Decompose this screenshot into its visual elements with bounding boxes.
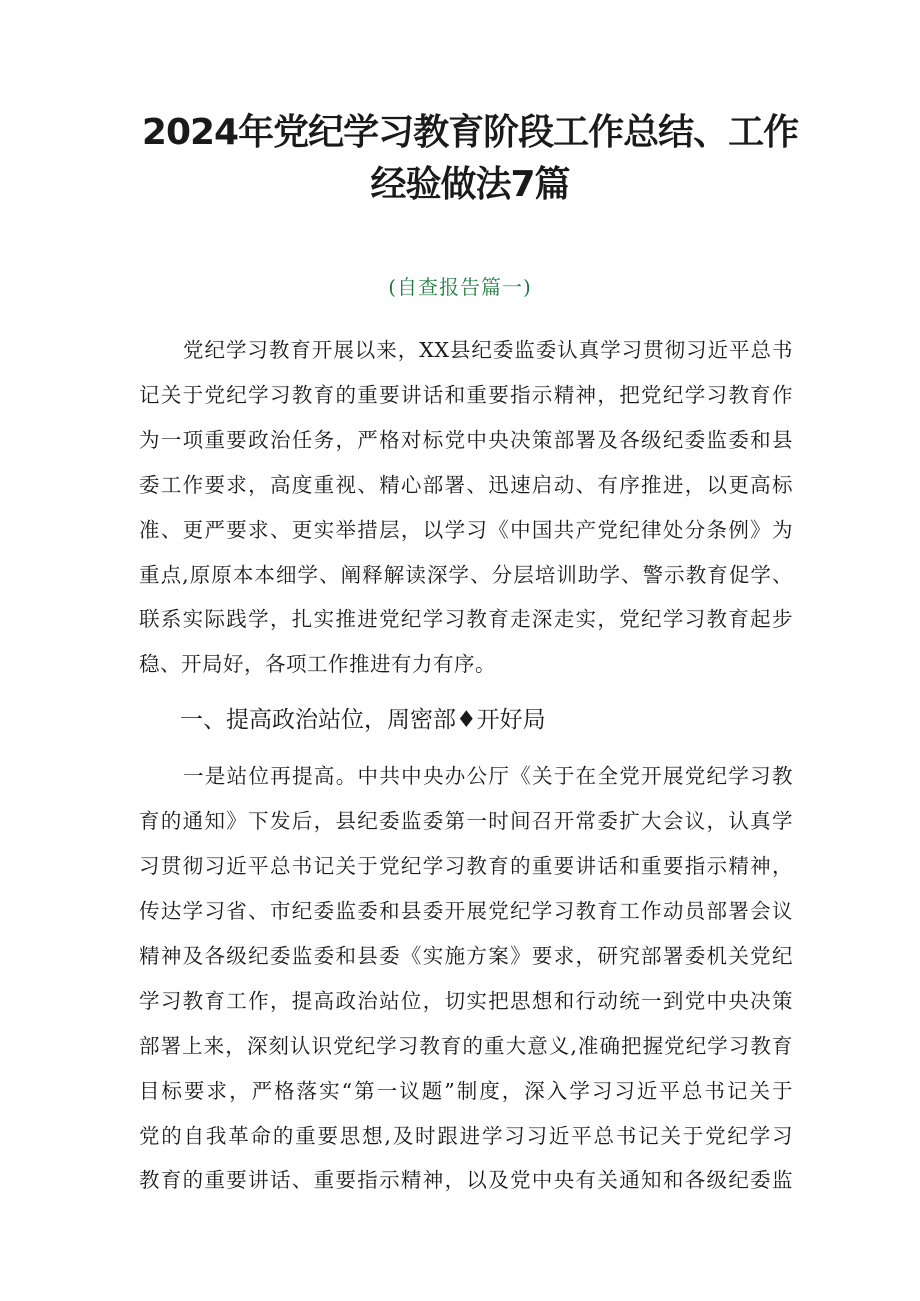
intro-line: 联系实际践学，扎实推进党纪学习教育走深走实，党纪学习教育起步 bbox=[139, 607, 793, 631]
section-1-line: 部署上来，深刻认识党纪学习教育的重大意义,准确把握党纪学习教育 bbox=[139, 1034, 793, 1058]
intro-line: 稳、开局好，各项工作推进有力有序。 bbox=[139, 652, 496, 676]
section-1-line: 党的自我革命的重要思想,及时跟进学习习近平总书记关于党纪学习 bbox=[139, 1124, 793, 1148]
section-1-line: 习贯彻习近平总书记关于党纪学习教育的重要讲话和重要指示精神， bbox=[139, 854, 793, 878]
intro-line: 重点,原原本本细学、阐释解读深学、分层培训助学、警示教育促学、 bbox=[139, 563, 793, 587]
intro-line: 为一项重要政治任务，严格对标党中央决策部署及各级纪委监委和县 bbox=[139, 428, 793, 452]
intro-line: 委工作要求，高度重视、精心部署、迅速启动、有序推进，以更高标 bbox=[139, 473, 793, 497]
document-title-line-1: 2024年党纪学习教育阶段工作总结、工作 bbox=[141, 112, 799, 153]
section-1-heading: 一、提高政治站位，周密部♦开好局 bbox=[180, 707, 546, 733]
section-1-line: 育的通知》下发后，县纪委监委第一时间召开常委扩大会议，认真学 bbox=[139, 809, 793, 833]
section-1-line: 学习教育工作，提高政治站位，切实把思想和行动统一到党中央决策 bbox=[139, 989, 793, 1013]
section-1-line: 目标要求，严格落实“第一议题”制度，深入学习习近平总书记关于 bbox=[139, 1079, 793, 1103]
intro-line: 记关于党纪学习教育的重要讲话和重要指示精神，把党纪学习教育作 bbox=[139, 383, 793, 407]
section-subtitle: (自查报告篇一) bbox=[388, 275, 532, 299]
section-1-line: 传达学习省、市纪委监委和县委开展党纪学习教育工作动员部署会议 bbox=[139, 899, 793, 923]
section-1-line: 教育的重要讲话、重要指示精神，以及党中央有关通知和各级纪委监 bbox=[139, 1168, 793, 1192]
intro-line: 党纪学习教育开展以来，XX县纪委监委认真学习贯彻习近平总书 bbox=[183, 338, 793, 362]
document-title-line-2: 经验做法7篇 bbox=[370, 164, 570, 205]
section-1-line: 一是站位再提高。中共中央办公厅《关于在全党开展党纪学习教 bbox=[183, 764, 793, 788]
intro-line: 准、更严要求、更实举措层，以学习《中国共产党纪律处分条例》为 bbox=[139, 518, 793, 542]
section-1-line: 精神及各级纪委监委和县委《实施方案》要求，研究部署委机关党纪 bbox=[139, 944, 793, 968]
